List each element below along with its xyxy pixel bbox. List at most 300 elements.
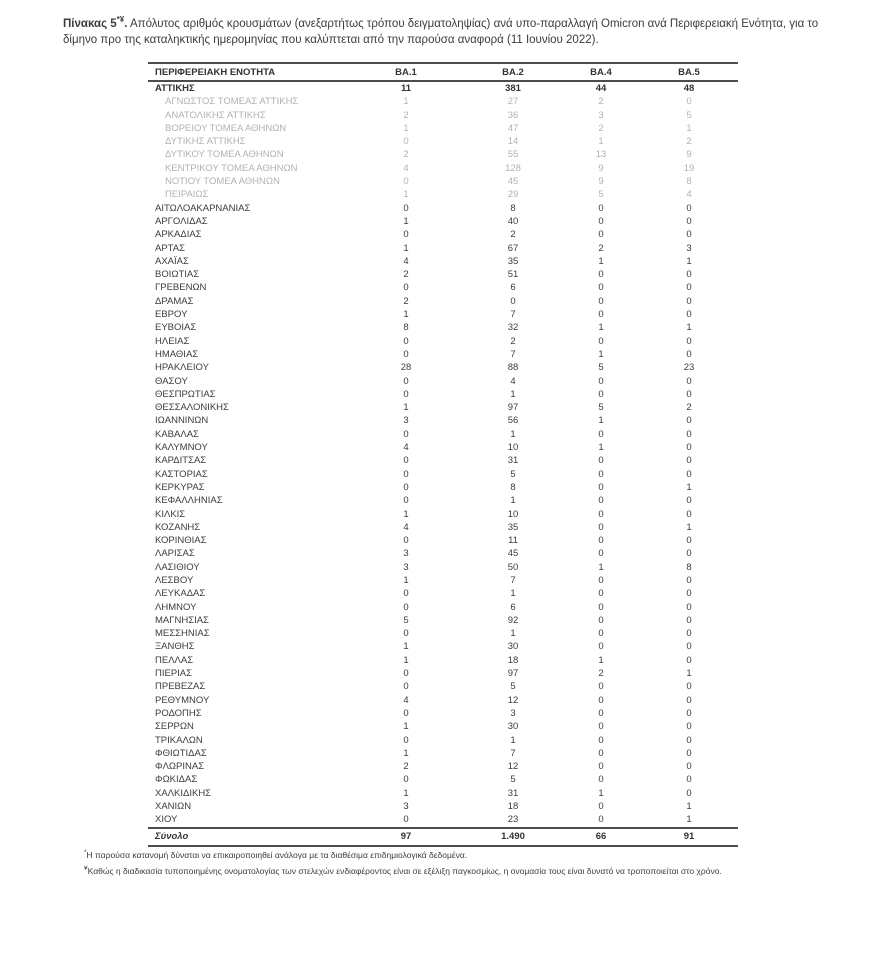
value-cell: 12 [507,694,519,706]
region-name: ΑΙΤΩΛΟΑΚΑΡΝΑΝΙΑΣ [155,202,251,214]
value-cell: 0 [598,761,604,773]
total-label: Σύνολο [148,828,348,846]
value-cell: 0 [598,428,604,440]
total-row [148,828,738,846]
value-cell: 44 [595,83,607,94]
value-cell: 3 [686,242,692,254]
table-row [148,308,738,321]
value-cell: 0 [686,707,692,719]
table-row [148,720,738,733]
table-caption-label: Πίνακας 5*¥. [63,15,128,30]
value-cell: 40 [507,215,519,227]
value-cell: 0 [598,335,604,347]
total-ba5: 91 [640,828,738,846]
value-cell: 1 [598,654,604,666]
table-row [148,561,738,574]
value-cell: 8 [510,481,516,493]
value-cell: 2 [598,96,604,108]
value-cell: 35 [507,255,519,267]
region-name: ΘΕΣΣΑΛΟΝΙΚΗΣ [155,402,229,414]
value-cell: 7 [510,309,516,321]
value-cell: 2 [403,295,409,307]
value-cell: 0 [598,215,604,227]
value-cell: 1 [686,801,692,813]
table-row [148,574,738,587]
value-cell: 1 [403,96,409,108]
region-name: ΠΕΙΡΑΙΩΣ [165,189,209,201]
value-cell: 0 [686,468,692,480]
value-cell: 0 [598,521,604,533]
region-name: ΛΑΡΙΣΑΣ [155,548,195,560]
value-cell: 0 [686,229,692,241]
region-name: ΚΑΡΔΙΤΣΑΣ [155,455,207,467]
value-cell: 3 [598,109,604,121]
value-cell: 0 [686,309,692,321]
table-row [148,175,738,188]
value-cell: 4 [403,255,409,267]
value-cell: 0 [598,814,604,826]
table-row [148,348,738,361]
region-name: ΓΡΕΒΕΝΩΝ [155,282,207,294]
value-cell: 0 [598,681,604,693]
column-header-ba2: ΒΑ.2 [464,63,562,81]
region-name: ΦΩΚΙΔΑΣ [155,774,198,786]
table-row [148,375,738,388]
value-cell: 0 [598,721,604,733]
value-cell: 0 [598,309,604,321]
region-name: ΣΕΡΡΩΝ [155,721,194,733]
value-cell: 1 [510,388,516,400]
value-cell: 1 [598,442,604,454]
value-cell: 30 [507,641,519,653]
value-cell: 0 [598,282,604,294]
value-cell: 51 [507,269,519,281]
column-header-ba5: ΒΑ.5 [640,63,738,81]
value-cell: 0 [403,668,409,680]
value-cell: 12 [507,761,519,773]
value-cell: 2 [686,136,692,148]
value-cell: 35 [507,521,519,533]
region-name: ΚΑΣΤΟΡΙΑΣ [155,468,208,480]
region-name: ΚΑΛΥΜΝΟΥ [155,442,208,454]
value-cell: 0 [686,588,692,600]
region-name: ΑΡΚΑΔΙΑΣ [155,229,202,241]
table-row [148,707,738,720]
table-row [148,202,738,215]
value-cell: 3 [403,415,409,427]
value-cell: 2 [510,335,516,347]
value-cell: 0 [403,495,409,507]
value-cell: 0 [403,588,409,600]
table-row [148,640,738,653]
value-cell: 0 [686,601,692,613]
region-name: ΚΟΖΑΝΗΣ [155,521,201,533]
value-cell: 0 [686,641,692,653]
value-cell: 0 [686,508,692,520]
value-cell: 0 [686,761,692,773]
region-name: ΚΕΝΤΡΙΚΟΥ ΤΟΜΕΑ ΑΘΗΝΩΝ [165,162,298,174]
value-cell: 4 [686,189,692,201]
value-cell: 8 [686,176,692,188]
value-cell: 45 [507,548,519,560]
value-cell: 0 [686,375,692,387]
table-row [148,773,738,786]
value-cell: 1 [510,588,516,600]
value-cell: 9 [598,176,604,188]
value-cell: 36 [507,109,519,121]
footnote-2-text: Καθώς η διαδικασία τυποποιημένης ονοματολογίας των στελεχών ενδιαφέροντος είναι σε εξέλιξη παγκοσμίως, η ονομασία τους είναι δυνατό να τροποποιείται στο χρόνο. [87,865,722,876]
value-cell: 0 [686,388,692,400]
table-header [148,63,738,81]
value-cell: 1 [598,348,604,360]
value-cell: 1 [686,521,692,533]
value-cell: 0 [598,588,604,600]
table-row [148,215,738,228]
region-name: ΚΟΡΙΝΘΙΑΣ [155,535,207,547]
total-ba2: 1.490 [464,828,562,846]
column-header-region: ΠΕΡΙΦΕΡΕΙΑΚΗ ΕΝΟΤΗΤΑ [148,63,348,81]
value-cell: 3 [403,801,409,813]
value-cell: 1 [598,561,604,573]
region-name: ΑΤΤΙΚΗΣ [155,83,195,94]
value-cell: 0 [686,455,692,467]
region-name: ΚΑΒΑΛΑΣ [155,428,199,440]
value-cell: 0 [686,269,692,281]
value-cell: 5 [598,402,604,414]
value-cell: 0 [686,428,692,440]
value-cell: 1 [403,721,409,733]
region-name: ΔΥΤΙΚΟΥ ΤΟΜΕΑ ΑΘΗΝΩΝ [165,149,284,161]
value-cell: 1 [686,668,692,680]
value-cell: 0 [598,495,604,507]
value-cell: 2 [403,761,409,773]
value-cell: 1 [686,481,692,493]
value-cell: 1 [510,734,516,746]
footnotes [84,846,844,878]
value-cell: 0 [686,694,692,706]
value-cell: 1 [403,574,409,586]
region-name: ΑΡΓΟΛΙΔΑΣ [155,215,208,227]
table-row [148,734,738,747]
value-cell: 0 [686,721,692,733]
value-cell: 0 [598,375,604,387]
value-cell: 9 [686,149,692,161]
region-name: ΛΑΣΙΘΙΟΥ [155,561,200,573]
value-cell: 0 [403,428,409,440]
region-name: ΛΗΜΝΟΥ [155,601,197,613]
value-cell: 5 [598,189,604,201]
value-cell: 1 [686,122,692,134]
value-cell: 11 [400,83,412,94]
table-row [148,508,738,521]
table-row [148,122,738,135]
value-cell: 0 [686,348,692,360]
table-row [148,109,738,122]
value-cell: 0 [598,269,604,281]
value-cell: 1 [598,136,604,148]
value-cell: 13 [595,149,607,161]
region-name: ΗΡΑΚΛΕΙΟΥ [155,362,209,374]
column-header-ba4: ΒΑ.4 [562,63,640,81]
value-cell: 0 [598,574,604,586]
table-row [148,787,738,800]
table-row [148,654,738,667]
value-cell: 97 [507,402,519,414]
value-cell: 14 [507,136,519,148]
value-cell: 2 [598,122,604,134]
table-row [148,95,738,108]
value-cell: 55 [507,149,519,161]
value-cell: 19 [683,162,695,174]
table-row [148,747,738,760]
table-row [148,694,738,707]
value-cell: 1 [403,508,409,520]
table-row [148,228,738,241]
table-row [148,680,738,693]
value-cell: 0 [686,535,692,547]
value-cell: 10 [507,508,519,520]
table-row [148,81,738,95]
region-name: ΠΙΕΡΙΑΣ [155,668,193,680]
value-cell: 1 [403,641,409,653]
value-cell: 47 [507,122,519,134]
value-cell: 0 [598,535,604,547]
value-cell: 4 [510,375,516,387]
region-name: ΜΑΓΝΗΣΙΑΣ [155,614,209,626]
value-cell: 0 [686,295,692,307]
value-cell: 9 [598,162,604,174]
region-name: ΕΒΡΟΥ [155,309,188,321]
value-cell: 0 [598,468,604,480]
value-cell: 0 [598,774,604,786]
value-cell: 0 [686,574,692,586]
value-cell: 0 [403,681,409,693]
value-cell: 7 [510,348,516,360]
value-cell: 0 [686,415,692,427]
value-cell: 0 [686,654,692,666]
value-cell: 23 [507,814,519,826]
value-cell: 97 [507,668,519,680]
value-cell: 0 [403,229,409,241]
value-cell: 1 [403,402,409,414]
value-cell: 4 [403,162,409,174]
value-cell: 0 [403,774,409,786]
region-name: ΤΡΙΚΑΛΩΝ [155,734,203,746]
value-cell: 45 [507,176,519,188]
total-ba1: 97 [348,828,464,846]
value-cell: 27 [507,96,519,108]
omicron-subvariant-table [148,62,738,847]
table-row [148,428,738,441]
value-cell: 3 [403,561,409,573]
value-cell: 1 [686,255,692,267]
value-cell: 0 [598,202,604,214]
value-cell: 28 [400,362,412,374]
value-cell: 0 [598,734,604,746]
value-cell: 2 [403,109,409,121]
value-cell: 0 [598,801,604,813]
value-cell: 2 [686,402,692,414]
value-cell: 8 [510,202,516,214]
value-cell: 0 [686,548,692,560]
footnote-2 [84,862,844,878]
value-cell: 3 [403,548,409,560]
region-name: ΛΕΣΒΟΥ [155,574,194,586]
value-cell: 0 [686,628,692,640]
value-cell: 5 [510,468,516,480]
region-name: ΞΑΝΘΗΣ [155,641,195,653]
value-cell: 0 [598,641,604,653]
value-cell: 2 [403,149,409,161]
value-cell: 5 [403,614,409,626]
table-caption-text: Απόλυτος αριθμός κρουσμάτων (ανεξαρτήτως τρόπου δειγματοληψίας) ανά υπο-παραλλαγή Omicron ανά Περιφερειακή Ενότητα, για το δίμηνο προ της καταληκτικής ημερομηνίας που καλύπτεται από την παρούσα αναφορά (11 Ιουνίου 2022). [63,17,819,47]
value-cell: 0 [598,295,604,307]
value-cell: 10 [507,442,519,454]
value-cell: 2 [598,242,604,254]
footnote-2-marker: ¥ [84,865,88,872]
value-cell: 0 [686,335,692,347]
value-cell: 1 [686,814,692,826]
region-name: ΑΓΝΩΣΤΟΣ ΤΟΜΕΑΣ ΑΤΤΙΚΗΣ [165,96,299,108]
table-row [148,667,738,680]
value-cell: 18 [507,801,519,813]
region-name: ΗΛΕΙΑΣ [155,335,190,347]
value-cell: 5 [510,681,516,693]
region-name: ΡΟΔΟΠΗΣ [155,707,202,719]
value-cell: 0 [598,707,604,719]
table-row [148,534,738,547]
value-cell: 0 [403,707,409,719]
region-name: ΑΧΑΪΑΣ [155,255,189,267]
footnote-1-marker: * [84,849,87,856]
value-cell: 1 [403,189,409,201]
value-cell: 0 [686,614,692,626]
region-name: ΚΕΡΚΥΡΑΣ [155,481,205,493]
table-row [148,148,738,161]
value-cell: 1 [403,747,409,759]
value-cell: 0 [403,734,409,746]
value-cell: 48 [683,83,695,94]
table-row [148,521,738,534]
region-name: ΑΝΑΤΟΛΙΚΗΣ ΑΤΤΙΚΗΣ [165,109,266,121]
value-cell: 0 [598,455,604,467]
region-name: ΡΕΘΥΜΝΟΥ [155,694,210,706]
value-cell: 0 [403,282,409,294]
table-row [148,813,738,827]
table-row [148,414,738,427]
value-cell: 1 [510,628,516,640]
table-row [148,481,738,494]
value-cell: 0 [598,694,604,706]
value-cell: 0 [598,481,604,493]
region-name: ΒΟΡΕΙΟΥ ΤΟΜΕΑ ΑΘΗΝΩΝ [165,122,287,134]
value-cell: 1 [598,415,604,427]
table-row [148,255,738,268]
region-name: ΝΟΤΙΟΥ ΤΟΜΕΑ ΑΘΗΝΩΝ [165,176,280,188]
value-cell: 2 [598,668,604,680]
value-cell: 0 [598,229,604,241]
value-cell: 0 [403,628,409,640]
value-cell: 1 [403,787,409,799]
table-row [148,321,738,334]
value-cell: 3 [510,707,516,719]
table-row [148,627,738,640]
value-cell: 0 [686,774,692,786]
value-cell: 0 [686,96,692,108]
value-cell: 1 [686,322,692,334]
table-row [148,614,738,627]
value-cell: 0 [686,734,692,746]
table-row [148,468,738,481]
value-cell: 88 [507,362,519,374]
table-row [148,547,738,560]
table-row [148,295,738,308]
region-name: ΦΘΙΩΤΙΔΑΣ [155,747,207,759]
region-name: ΕΥΒΟΙΑΣ [155,322,197,334]
value-cell: 1 [403,215,409,227]
table-row [148,441,738,454]
table-row [148,454,738,467]
value-cell: 0 [598,614,604,626]
table-row [148,388,738,401]
value-cell: 381 [505,83,521,94]
value-cell: 6 [510,601,516,613]
value-cell: 0 [598,747,604,759]
table-row [148,268,738,281]
caption-footnote-markers: *¥ [116,15,125,24]
region-name: ΦΛΩΡΙΝΑΣ [155,761,205,773]
value-cell: 56 [507,415,519,427]
region-name: ΗΜΑΘΙΑΣ [155,348,199,360]
value-cell: 0 [686,787,692,799]
value-cell: 0 [403,136,409,148]
table-row [148,335,738,348]
value-cell: 4 [403,521,409,533]
footnote-1-text: Η παρούσα κατανομή δύναται να επικαιροποιηθεί ανάλογα με τα διαθέσιμα επιδημιολογικά δεδομένα. [86,849,468,860]
table-footer [148,828,738,846]
value-cell: 0 [403,814,409,826]
header-row [148,63,738,81]
value-cell: 0 [403,176,409,188]
value-cell: 0 [403,468,409,480]
value-cell: 0 [598,508,604,520]
value-cell: 128 [505,162,521,174]
table-body [148,81,738,828]
value-cell: 0 [686,495,692,507]
table-row [148,242,738,255]
footnote-1 [84,846,844,862]
value-cell: 11 [508,535,518,547]
value-cell: 6 [510,282,516,294]
table-row [148,162,738,175]
region-name: ΚΙΛΚΙΣ [155,508,186,520]
value-cell: 0 [403,348,409,360]
region-name: ΘΕΣΠΡΩΤΙΑΣ [155,388,216,400]
value-cell: 23 [683,362,695,374]
value-cell: 0 [598,601,604,613]
region-name: ΧΙΟΥ [155,814,178,826]
table-row [148,135,738,148]
value-cell: 0 [403,388,409,400]
value-cell: 5 [686,109,692,121]
value-cell: 0 [403,601,409,613]
table-row [148,361,738,374]
value-cell: 18 [507,654,519,666]
value-cell: 0 [686,215,692,227]
value-cell: 7 [510,574,516,586]
value-cell: 0 [510,295,516,307]
value-cell: 1 [510,495,516,507]
